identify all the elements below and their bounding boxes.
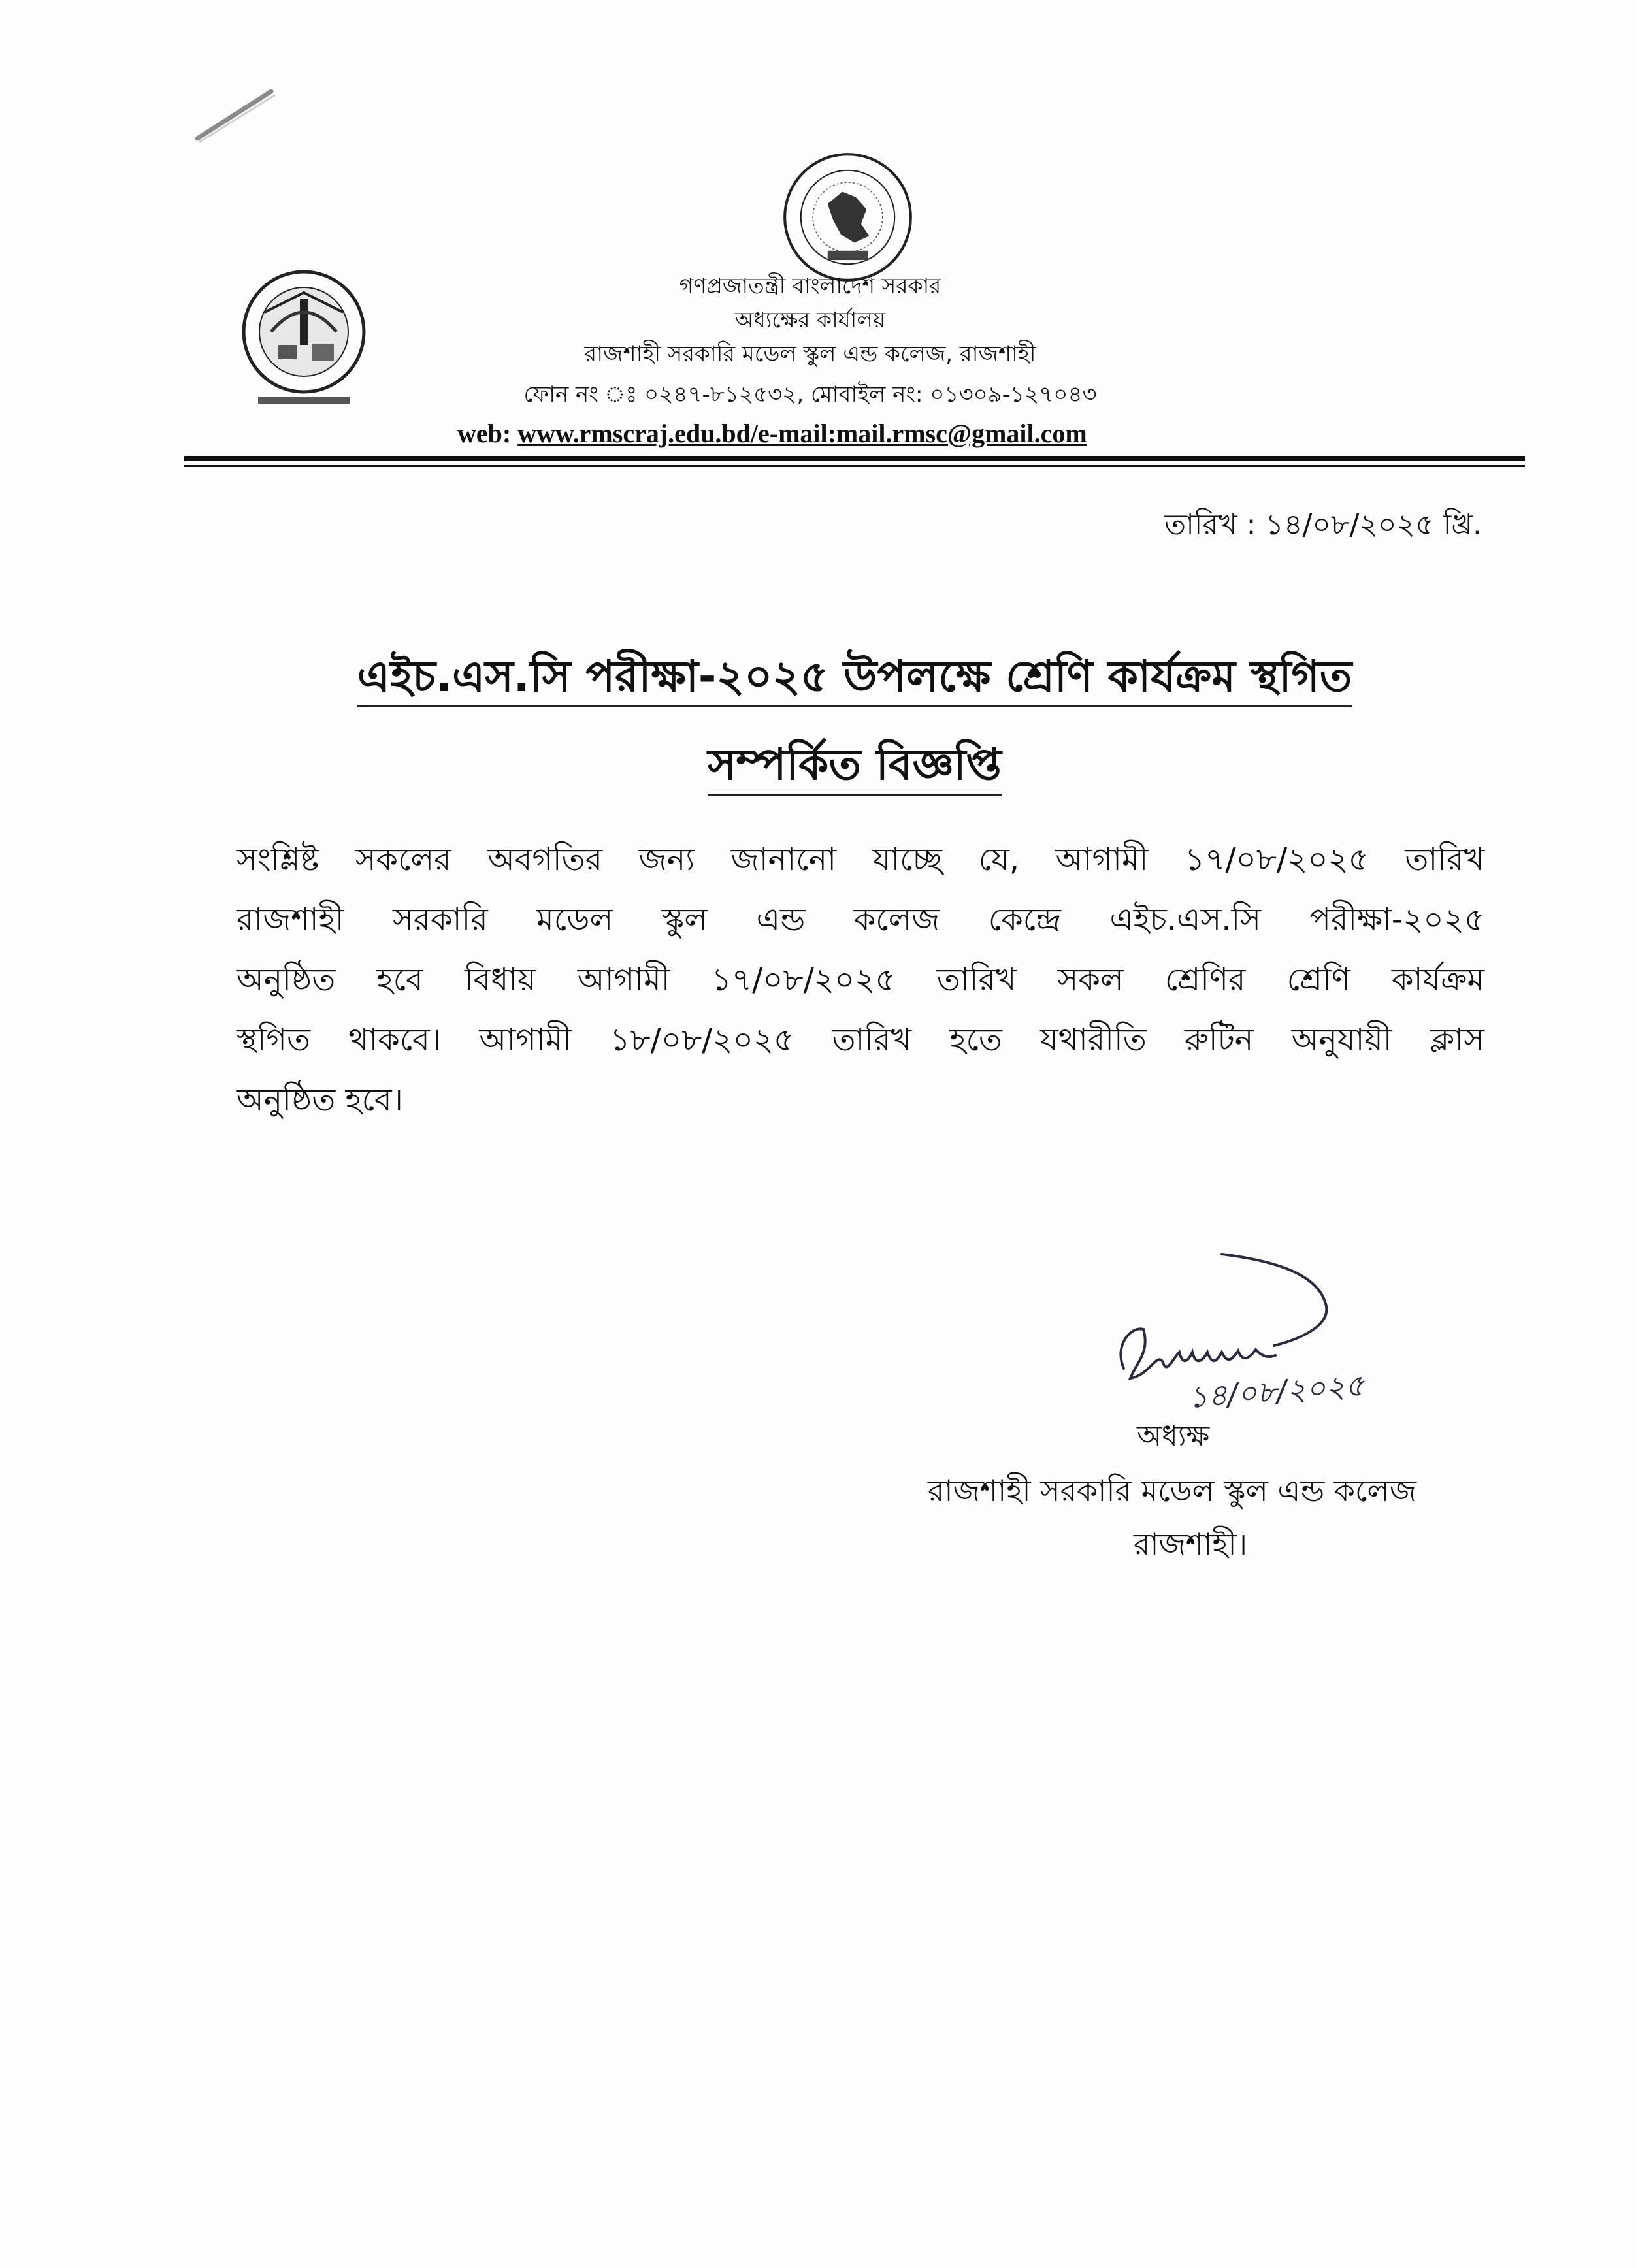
government-seal-logo xyxy=(781,150,915,284)
signatory-organization: রাজশাহী সরকারি মডেল স্কুল এন্ড কলেজ xyxy=(928,1473,1416,1508)
institution-name: রাজশাহী সরকারি মডেল স্কুল এন্ড কলেজ, রাজশাহী xyxy=(584,341,1036,367)
body-line: সংশ্লিষ্ট সকলের অবগতির জন্য জানানো যাচ্ছে যে, আগামী ১৭/০৮/২০২৫ তারিখ xyxy=(237,841,1484,878)
header-divider-thin xyxy=(184,465,1525,467)
office-name: অধ্যক্ষের কার্যালয় xyxy=(734,307,886,332)
body-line: অনুষ্ঠিত হবে বিধায় আগামী ১৭/০৮/২০২৫ তারিখ সকল শ্রেণির শ্রেণি কার্যক্রম xyxy=(237,962,1484,998)
body-line: স্থগিত থাকবে। আগামী ১৮/০৮/২০২৫ তারিখ হতে যথারীতি রুটিন অনুযায়ী ক্লাস xyxy=(237,1022,1484,1058)
web-contact xyxy=(457,418,1424,449)
staple-mark xyxy=(189,78,287,150)
handwritten-date: ১৪/০৮/২০২৫ xyxy=(1187,1367,1366,1415)
notice-title-line-2 xyxy=(184,732,1525,803)
issue-date: তারিখ : ১৪/০৮/২০২৫ খ্রি. xyxy=(1164,508,1482,542)
contact-phone: ফোন নং ঃ ০২৪৭-৮১২৫৩২, মোবাইল নং: ০১৩০৯-১২৭০৪৩ xyxy=(523,381,1097,408)
handwritten-signature xyxy=(1104,1248,1431,1418)
government-name: গণপ্রজাতন্ত্রী বাংলাদেশ সরকার xyxy=(679,273,941,299)
notice-title-text-1: এইচ.এস.সি পরীক্ষা-২০২৫ উপলক্ষে শ্রেণি কার্যক্রম স্থগিত xyxy=(357,651,1352,707)
notice-title-line-1 xyxy=(184,643,1525,715)
body-line: রাজশাহী সরকারি মডেল স্কুল এন্ড কলেজ কেন্দ্রে এইচ.এস.সি পরীক্ষা-২০২৫ xyxy=(237,901,1484,938)
school-crest-logo xyxy=(238,267,369,420)
body-line: অনুষ্ঠিত হবে। xyxy=(237,1082,403,1118)
website-email-link[interactable]: www.rmscraj.edu.bd/e-mail:mail.rmsc@gmail.com xyxy=(517,419,1087,448)
notice-title-text-2: সম্পর্কিত বিজ্ঞপ্তি xyxy=(708,739,1002,796)
signatory-city: রাজশাহী। xyxy=(1134,1527,1248,1562)
signatory-title: অধ্যক্ষ xyxy=(1137,1419,1210,1453)
header-divider-thick xyxy=(184,456,1525,461)
web-prefix: web: xyxy=(457,419,518,448)
